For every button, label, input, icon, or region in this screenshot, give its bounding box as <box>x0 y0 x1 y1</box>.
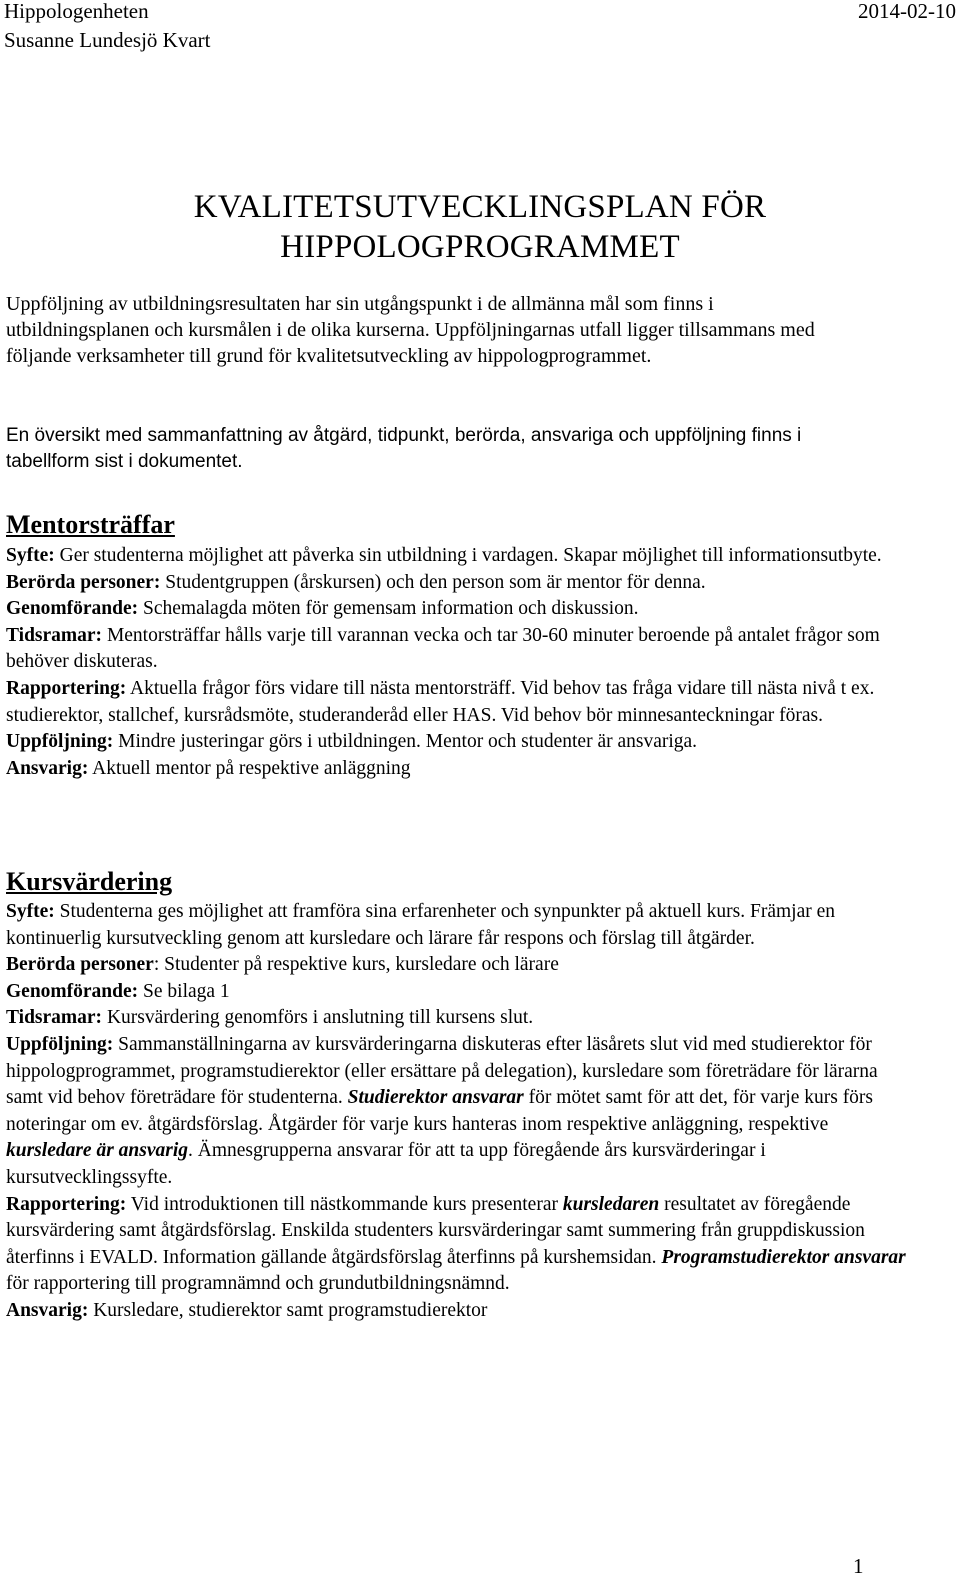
field-label: Uppföljning: <box>6 731 114 753</box>
field-value: Se bilaga 1 <box>138 980 230 1002</box>
field-value: Schemalagda möten för gemensam information och diskussion. <box>138 598 639 620</box>
field-label: Rapportering: <box>6 677 127 699</box>
field-value: Kursvärdering genomförs i anslutning till kursens slut. <box>102 1007 534 1029</box>
mentor-tidsramar <box>6 623 906 676</box>
emphasis-text: kursledaren <box>562 1193 660 1215</box>
kurs-genomforande <box>6 979 906 1006</box>
field-value: Sammanställningarna av kursvärderingarna diskuteras efter läsårets slut vid med studierektor för hippologprogrammet, programstudierektor (eller ersättare på delegation), kursledare som företrädare för lärarna samt vid behov företrädare för studenterna. <box>6 1033 878 1109</box>
emphasis-text: kursledare är ansvarig <box>6 1140 189 1162</box>
field-label: Uppföljning: <box>6 1033 114 1055</box>
section-heading-kursvardering: Kursvärdering <box>6 867 173 896</box>
header-org: Hippologenheten <box>4 0 149 23</box>
field-label: Tidsramar: <box>6 1007 103 1029</box>
field-value: Vid introduktionen till nästkommande kurs presenterar <box>126 1193 563 1215</box>
field-value: . Ämnesgrupperna ansvarar för att ta upp föregående års kursvärderingar i kursutvecklingssyfte. <box>6 1140 766 1188</box>
intro-paragraph-2: En översikt med sammanfattning av åtgärd, tidpunkt, berörda, ansvariga och uppföljning finns i tabellform sist i dokumentet. <box>6 425 802 472</box>
header-author: Susanne Lundesjö Kvart <box>4 28 211 52</box>
mentor-ansvarig <box>6 756 906 783</box>
field-value: för rapportering till programnämnd och grundutbildningsnämnd. <box>6 1273 510 1295</box>
title-line-1: KVALITETSUTVECKLINGSPLAN FÖR <box>193 189 767 225</box>
kurs-berorda <box>6 952 906 979</box>
field-label: Genomförande: <box>6 980 139 1002</box>
header-date: 2014-02-10 <box>858 0 956 23</box>
emphasis-text: Programstudierektor ansvarar <box>661 1246 906 1268</box>
title-line-2: HIPPOLOGPROGRAMMET <box>280 229 680 265</box>
mentor-rapportering <box>6 676 906 729</box>
field-label: Tidsramar: <box>6 624 103 646</box>
kurs-uppfoljning <box>6 1032 906 1192</box>
field-value: Studentgruppen (årskursen) och den person som är mentor för denna. <box>160 571 706 593</box>
emphasis-text: Studierektor ansvarar <box>347 1087 524 1109</box>
mentor-berorda <box>6 570 906 597</box>
kurs-ansvarig <box>6 1298 906 1325</box>
mentor-genomforande <box>6 596 906 623</box>
field-label: Syfte: <box>6 901 55 922</box>
field-label: Rapportering: <box>6 1193 127 1215</box>
section-heading-mentorstraffar: Mentorsträffar <box>6 510 175 539</box>
field-label: Ansvarig: <box>6 1299 89 1321</box>
intro-paragraph-1: Uppföljning av utbildningsresultaten har sin utgångspunkt i de allmänna mål som finns i utbildningsplanen och kursmålen i de olika kurserna. Uppföljningarnas utfall ligger tillsammans med följande verksamheter till grund för kvalitetsutveckling av hippologprogrammet. <box>6 293 815 367</box>
field-value: resultatet av föregående kursvärdering samt åtgärdsförslag. Enskilda studenters kursvärderingar samt summering från gruppdiskussion återfinns i EVALD. Information gällande åtgärdsförslag återfinns på kurshemsidan. <box>6 1193 865 1268</box>
field-value: : Studenter på respektive kurs, kursledare och lärare <box>153 954 559 976</box>
kurs-syfte <box>6 899 906 952</box>
section-kursvardering <box>6 899 906 1325</box>
document-title <box>0 187 960 267</box>
field-label: Genomförande: <box>6 598 139 620</box>
mentor-syfte <box>6 543 906 570</box>
field-value: för mötet samt för att det, för varje kurs förs noteringar om ev. åtgärdsförslag. Åtgärder för varje kurs hanteras inom respektive anläggning, respektive <box>6 1087 874 1135</box>
kurs-tidsramar <box>6 1005 906 1032</box>
mentor-uppfoljning <box>6 729 906 756</box>
field-value: Kursledare, studierektor samt programstudierektor <box>88 1299 488 1321</box>
page-number: 1 <box>853 1554 864 1578</box>
field-label: Syfte: <box>6 545 55 566</box>
field-value: Aktuell mentor på respektive anläggning <box>88 757 411 779</box>
field-value: Studenterna ges möjlighet att framföra sina erfarenheter och synpunkter på aktuell kurs. Främjar en kontinuerlig kursutveckling genom att kursledare och lärare får respons och förslag till åtgärder. <box>6 901 836 949</box>
section-mentorstraffar <box>6 543 906 782</box>
page-header <box>4 0 210 55</box>
field-value: Mentorsträffar hålls varje till varannan vecka och tar 30-60 minuter beroende på antalet frågor som behöver diskuteras. <box>6 624 880 673</box>
field-label: Ansvarig: <box>6 757 89 779</box>
field-label: Berörda personer: <box>6 571 161 593</box>
field-label: Berörda personer <box>6 954 154 976</box>
field-value: Aktuella frågor förs vidare till nästa mentorsträff. Vid behov tas fråga vidare till nästa nivå t ex. studierektor, stallchef, kursrådsmöte, studeranderåd eller HAS. Vid behov bör minnesanteckningar föras. <box>6 677 875 726</box>
field-value: Ger studenterna möjlighet att påverka sin utbildning i vardagen. Skapar möjlighet till informationsutbyte. <box>54 545 882 566</box>
kurs-rapportering <box>6 1192 906 1298</box>
field-value: Mindre justeringar görs i utbildningen. Mentor och studenter är ansvariga. <box>113 731 698 753</box>
